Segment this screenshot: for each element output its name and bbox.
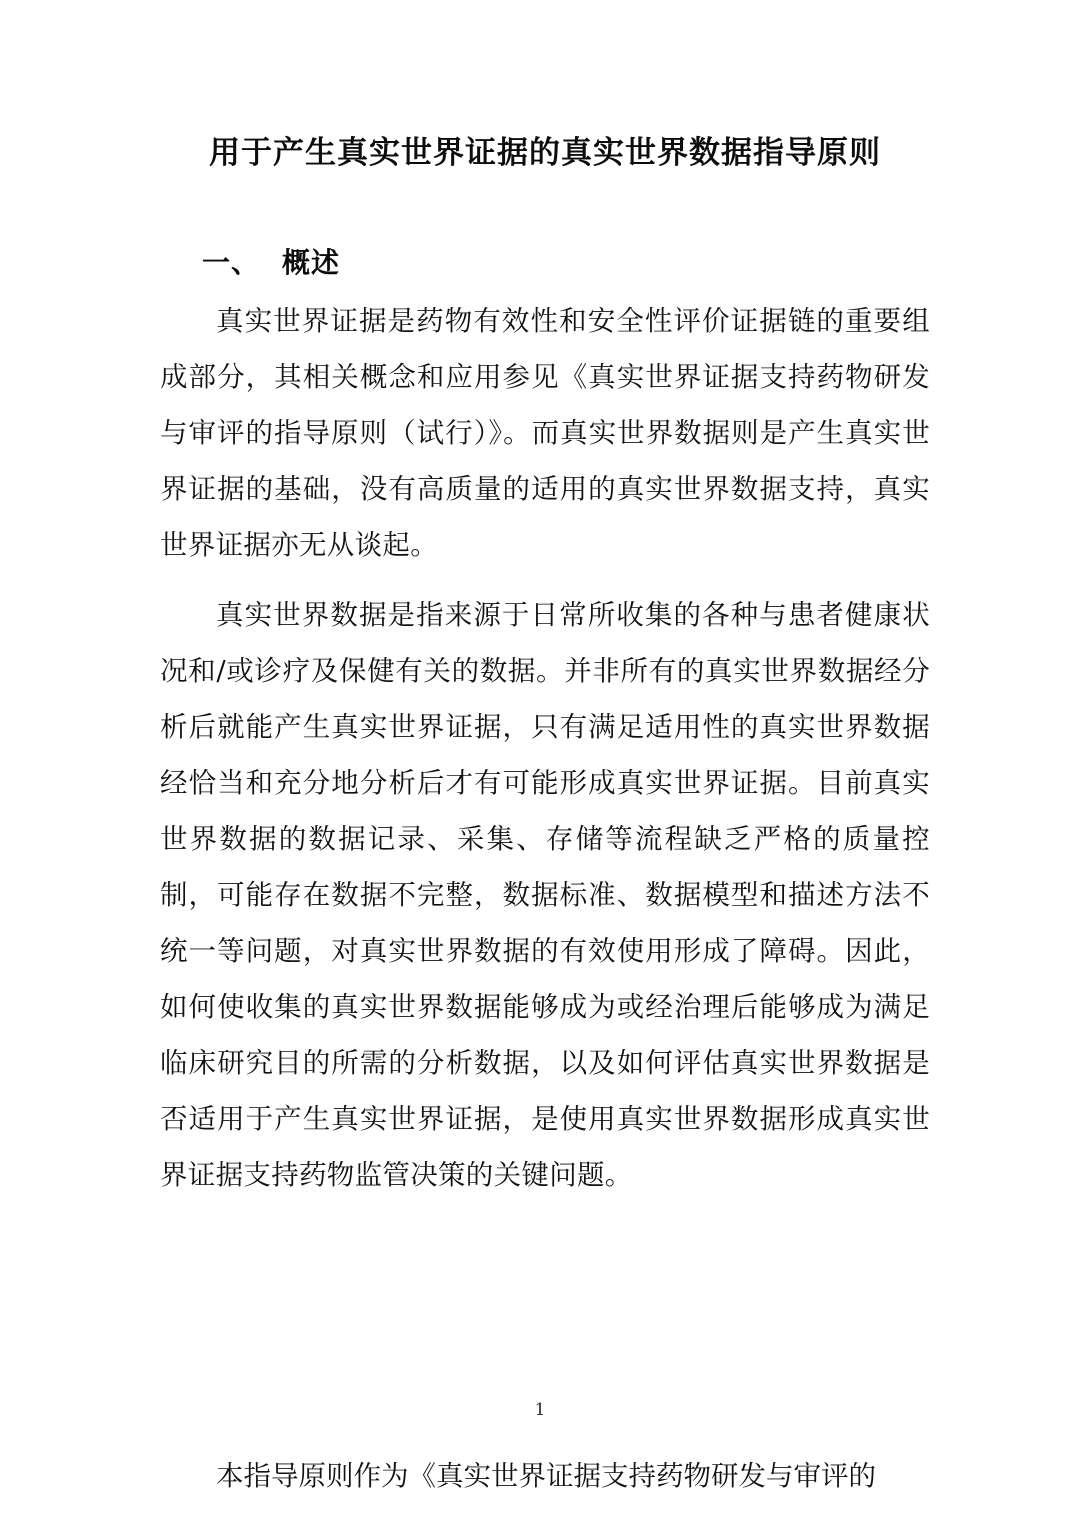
paragraph-2: 真实世界数据是指来源于日常所收集的各种与患者健康状况和/或诊疗及保健有关的数据。并非所有的真实世界数据经分析后就能产生真实世界证据，只有满足适用性的真实世界数据经恰当和充分地分析后才有可能形成真实世界证据。目前真实世界数据的数据记录、采集、存储等流程缺乏严格的质量控制，可能存在数据不完整，数据标准、数据模型和描述方法不统一等问题，对真实世界数据的有效使用形成了障碍。因此，如何使收集的真实世界数据能够成为或经治理后能够成为满足临床研究目的所需的分析数据，以及如何评估真实世界数据是否适用于产生真实世界证据，是使用真实世界数据形成真实世界证据支持药物监管决策的关键问题。 <box>160 599 930 1192</box>
section-heading <box>202 241 930 281</box>
page-title: 用于产生真实世界证据的真实世界数据指导原则 <box>209 135 881 171</box>
page-number: 1 <box>534 1400 546 1420</box>
paragraph-1: 真实世界证据是药物有效性和安全性评价证据链的重要组成部分，其相关概念和应用参见《真实世界证据支持药物研发与审评的指导原则（试行）》。而真实世界数据则是产生真实世界证据的基础，没有高质量的适用的真实世界数据支持，真实世界证据亦无从谈起。 <box>160 305 930 562</box>
page-content <box>160 0 930 1203</box>
section-number: 一、 <box>202 246 261 280</box>
section-label: 概述 <box>282 246 341 280</box>
paragraph-3-continued: 本指导原则作为《真实世界证据支持药物研发与审评的 <box>216 1460 876 1492</box>
